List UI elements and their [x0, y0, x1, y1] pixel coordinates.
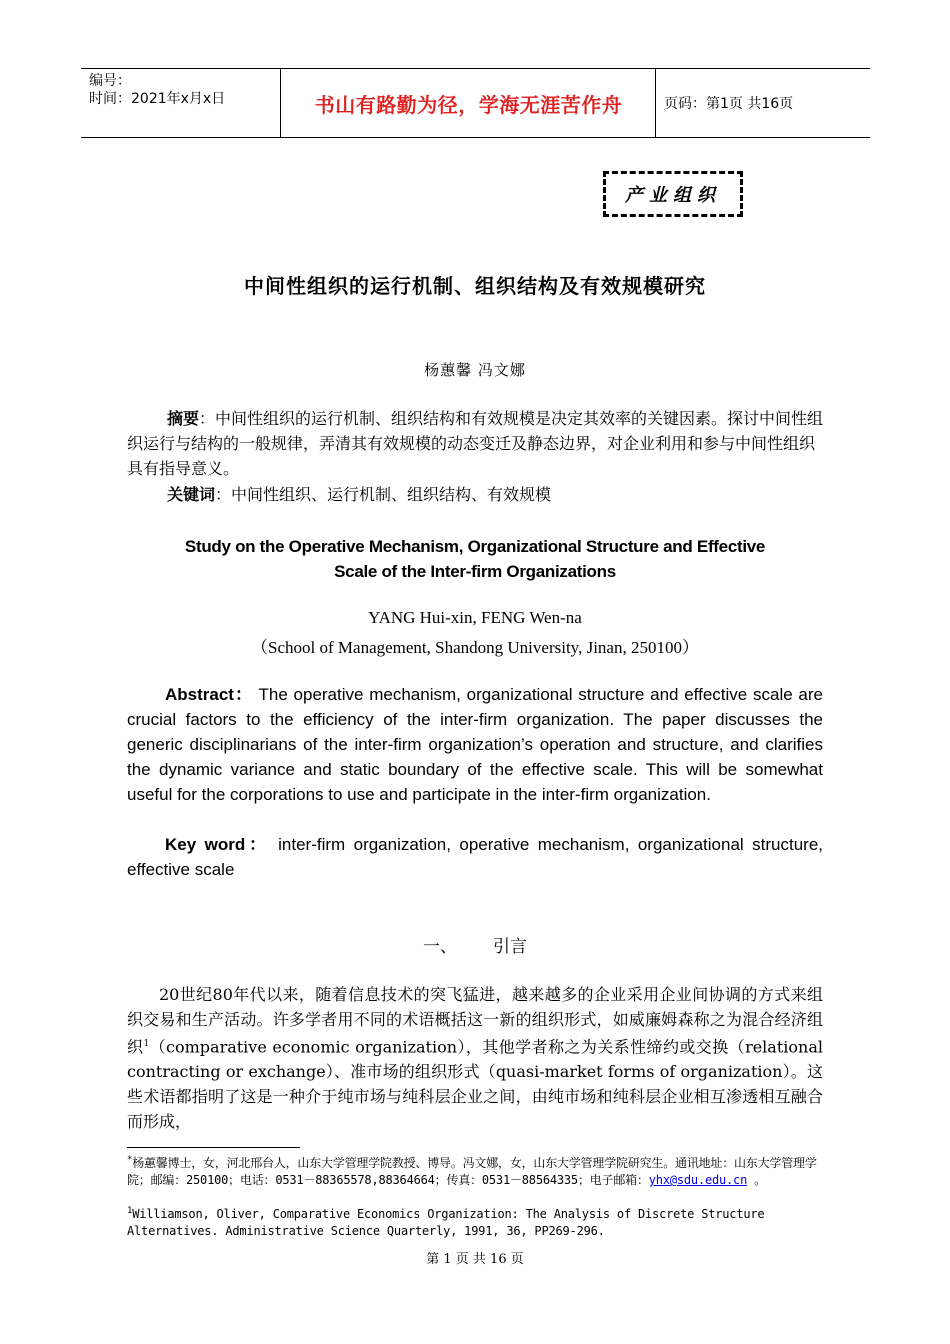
header-time: 时间：2021年x月x日: [89, 91, 226, 107]
abstract-zh-sep: ：: [199, 409, 216, 428]
footnote-divider: [127, 1147, 300, 1148]
section-title: 引言: [493, 937, 527, 957]
abstract-en-text: The operative mechanism, organizational structure and effective scale are crucial factors to the efficiency of the inter-firm organization. The paper discusses the generic disciplinarians of the inter-firm organization’s operation and structure, and clarifies the dynamic variance and static boundary of the effective scale. This will be somewhat useful for the corporations to use and participate in the inter-firm organization.: [127, 685, 823, 804]
english-title-line2: Scale of the Inter-firm Organizations: [334, 562, 616, 581]
author-email-link[interactable]: yhx@sdu.edu.cn: [648, 1173, 748, 1187]
abstract-zh-label: 摘要: [167, 409, 200, 428]
section-heading-1: [0, 932, 950, 957]
footnote-1: [127, 1203, 827, 1240]
english-authors: YANG Hui-xin, FENG Wen-na: [368, 608, 582, 627]
intro-text-part1: 20世纪80年代以来，随着信息技术的突飞猛进，越来越多的企业采用企业间协调的方式来组织交易和生产活动。许多学者用不同的术语概括这一新的组织形式，如威廉姆森称之为混合经济组织: [127, 985, 823, 1057]
intro-paragraph: [127, 982, 823, 1134]
keywords-zh-sep: ：: [215, 485, 232, 504]
header-motto: 书山有路勤为径，学海无涯苦作舟: [282, 69, 656, 137]
paper-authors: 杨蕙馨 冯文娜: [424, 361, 526, 379]
intro-text-part2: （comparative economic organization），其他学者称之为关系性缔约或交换（relational contracting or exchange）、准市场的组织形式（quasi-market forms of organization）。这些术语都指明了这是一种介于纯市场与纯科层企业之间，由纯市场和纯科层企业相互渗透相互融合而形成，: [127, 1037, 823, 1132]
footnote-ref-1[interactable]: 1: [143, 1039, 150, 1049]
footnote-author-mark: *: [127, 1155, 133, 1165]
header-number: 编号：: [89, 73, 131, 89]
footnote-author-text: 杨蕙馨博士，女，河北邢台人，山东大学管理学院教授、博导。冯文娜，女，山东大学管理学院研究生。通讯地址：山东大学管理学院；邮编：250100；电话：0531－88365578,88364664；传真：0531－88564335；电子邮箱：: [127, 1156, 817, 1187]
keywords-zh-text: 中间性组织、运行机制、组织结构、有效规模: [231, 485, 552, 504]
english-title: [0, 534, 950, 584]
english-title-line1: Study on the Operative Mechanism, Organizational Structure and Effective: [184, 537, 766, 556]
abstract-en: [127, 682, 823, 807]
footnote-author: [127, 1152, 827, 1189]
header-meta-cell: [81, 69, 281, 137]
abstract-zh-text: 中间性组织的运行机制、组织结构和有效规模是决定其效率的关键因素。探讨中间性组织运行与结构的一般规律，弄清其有效规模的动态变迁及静态边界，对企业利用和参与中间性组织具有指导意义。: [127, 409, 824, 478]
header-page-info: 页码：第1页 共16页: [664, 96, 794, 112]
document-header: [81, 68, 870, 138]
abstract-zh: [127, 406, 827, 481]
section-number: 一、: [423, 937, 457, 957]
keywords-en-text: inter-firm organization, operative mechanism, organizational structure, effective scale: [127, 835, 823, 879]
category-stamp: 产业组织: [603, 171, 743, 217]
footnote-1-mark: 1: [127, 1206, 133, 1216]
keywords-zh-label: 关键词: [167, 485, 216, 504]
paper-title: 中间性组织的运行机制、组织结构及有效规模研究: [244, 274, 706, 298]
abstract-en-label: Abstract：: [165, 685, 254, 704]
keywords-zh: [127, 482, 827, 507]
footnote-author-end: 。: [747, 1173, 766, 1187]
keywords-en-label: Key word：: [165, 835, 270, 854]
footnote-1-text: Williamson, Oliver, Comparative Economics Organization: The Analysis of Discrete Structure Alternatives. Administrative Science Quarterly, 1991, 36, PP269-296.: [127, 1207, 765, 1238]
english-affiliation: （School of Management, Shandong University, Jinan, 250100）: [251, 638, 699, 657]
page-footer: 第 1 页 共 16 页: [426, 1252, 524, 1267]
keywords-en: [127, 832, 823, 882]
